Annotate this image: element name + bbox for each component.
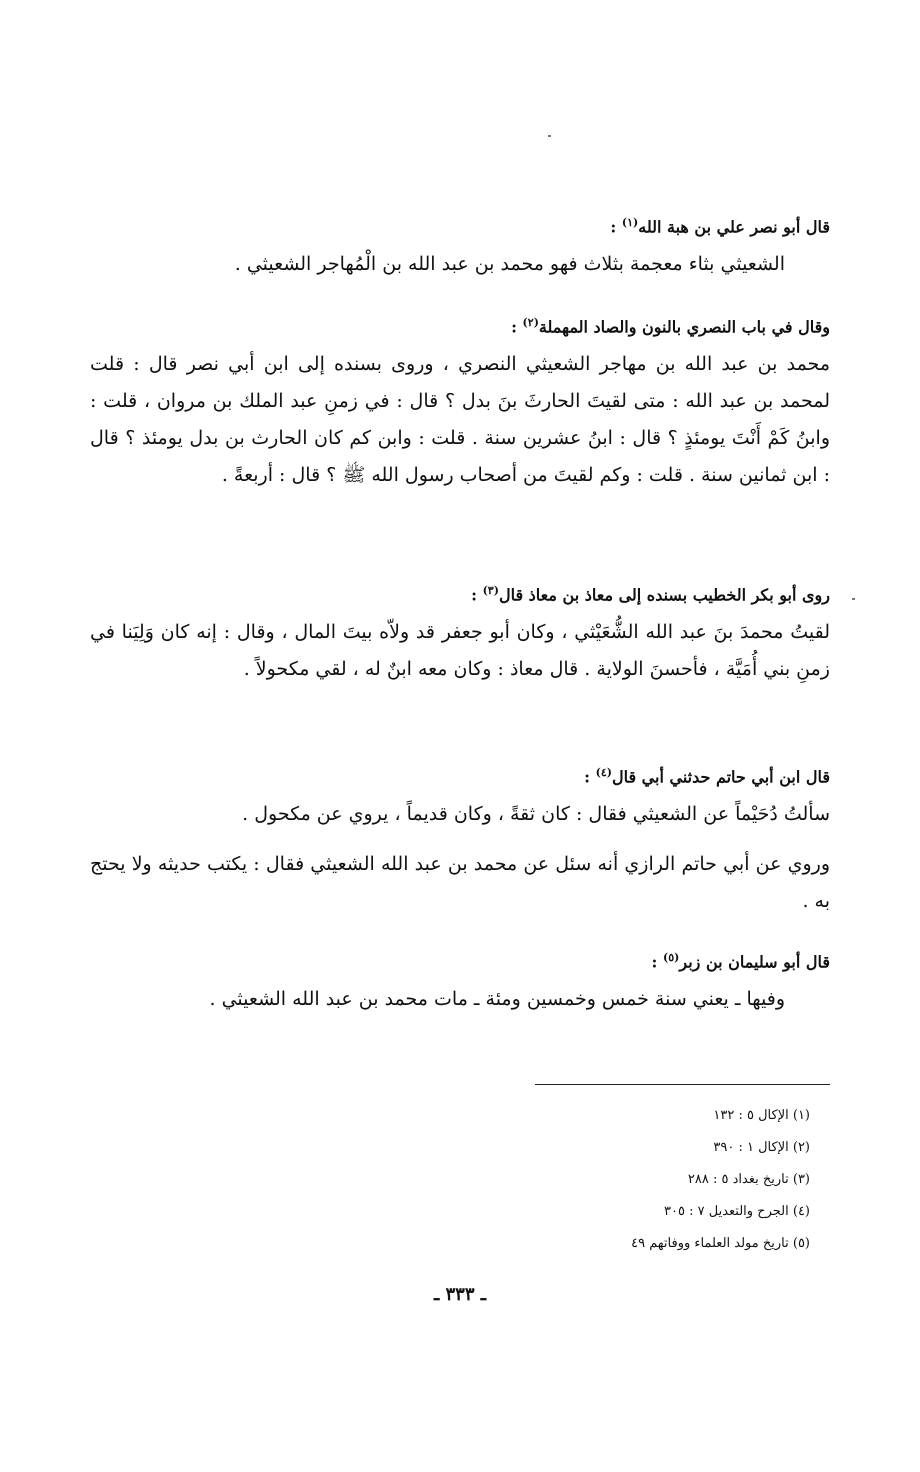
footnote-ref: (٣) — [482, 584, 499, 597]
footnote-ref: (١) — [621, 216, 639, 229]
section-heading: روى أبو بكر الخطيب بسنده إلى معاذ بن معاذ قال$^{(٣)}$ : — [471, 584, 830, 605]
section-6 — [90, 945, 830, 1018]
section-heading: قال أبو نصر علي بن هبة الله$^{(١)}$ : — [610, 216, 830, 237]
section-5 — [90, 846, 830, 920]
section-body: محمد بن عبد الله بن مهاجر الشعيثي النصري ، وروى بسنده إلى ابن أبي نصر قال : قلت لمحمد بن عبد الله : متى لقيتَ الحارثَ بنَ بدل ؟ قال : في زمنِ عبد الملك بن مروان ، قلت : وابنُ كَمْ أَنْتَ يومئذٍ ؟ قال : ابنُ عشرين سنة . قلت : وابن كم كان الحارث بن بدل يومئذ ؟ قال : ابن ثمانين سنة . قلت : وكم لقيتَ من أصحاب رسول الله ﷺ ؟ قال : أربعةً . — [90, 353, 830, 487]
section-body: وفيها ـ يعني سنة خمس وخمسين ومئة ـ مات محمد بن عبد الله الشعيثي . — [209, 988, 785, 1011]
footnote-item: (١) الإكال ٥ : ١٣٢ — [713, 1108, 810, 1123]
footnote-ref: (٢) — [522, 316, 539, 329]
footnote-item: (٣) تاريخ بغداد ٥ : ٢٨٨ — [687, 1172, 810, 1187]
section-3 — [90, 578, 830, 688]
footnote-item: (٢) الإكال ١ : ٣٩٠ — [713, 1140, 810, 1155]
section-4 — [90, 760, 830, 833]
footnote-item: (٤) الجرح والتعديل ٧ : ٣٠٥ — [664, 1204, 810, 1219]
scan-speck — [548, 135, 551, 137]
section-body: الشعيثي بثاء معجمة بثلاث فهو محمد بن عبد الله بن الْمُهاجر الشعيثي . — [234, 253, 785, 276]
footnote-item: (٥) تاريخ مولد العلماء ووفاتهم ٤٩ — [631, 1236, 810, 1251]
page-number: ـ ٣٣٣ ـ — [433, 1284, 487, 1305]
section-heading: وقال في باب النصري بالنون والصاد المهملة$^{(٢)}$ : — [511, 316, 830, 337]
footnotes — [410, 1100, 810, 1260]
section-2 — [90, 310, 830, 494]
section-body: سألتُ دُحَيْماً عن الشعيثي فقال : كان ثقةً ، وكان قديماً ، يروي عن مكحول . — [242, 803, 830, 826]
scan-speck — [852, 598, 855, 600]
section-1 — [90, 210, 830, 283]
footnote-ref: (٤) — [595, 766, 612, 779]
section-heading: قال أبو سليمان بن زبر$^{(٥)}$ : — [651, 951, 830, 972]
section-body: لقيتُ محمدَ بنَ عبد الله الشُّعَيْثي ، وكان أبو جعفر قد ولاّه بيتَ المال ، وقال : إنه كان وَلِيَنا في زمنِ بني أُمَيَّة ، فأحسنَ الولاية . قال معاذ : وكان معه ابنٌ له ، لقي مكحولاً . — [90, 621, 830, 681]
section-body: وروي عن أبي حاتم الرازي أنه سئل عن محمد بن عبد الله الشعيثي فقال : يكتب حديثه ولا يحتج به . — [90, 853, 830, 912]
footnote-ref: (٥) — [663, 951, 680, 964]
section-heading: قال ابن أبي حاتم حدثني أبي قال$^{(٤)}$ : — [584, 766, 830, 787]
